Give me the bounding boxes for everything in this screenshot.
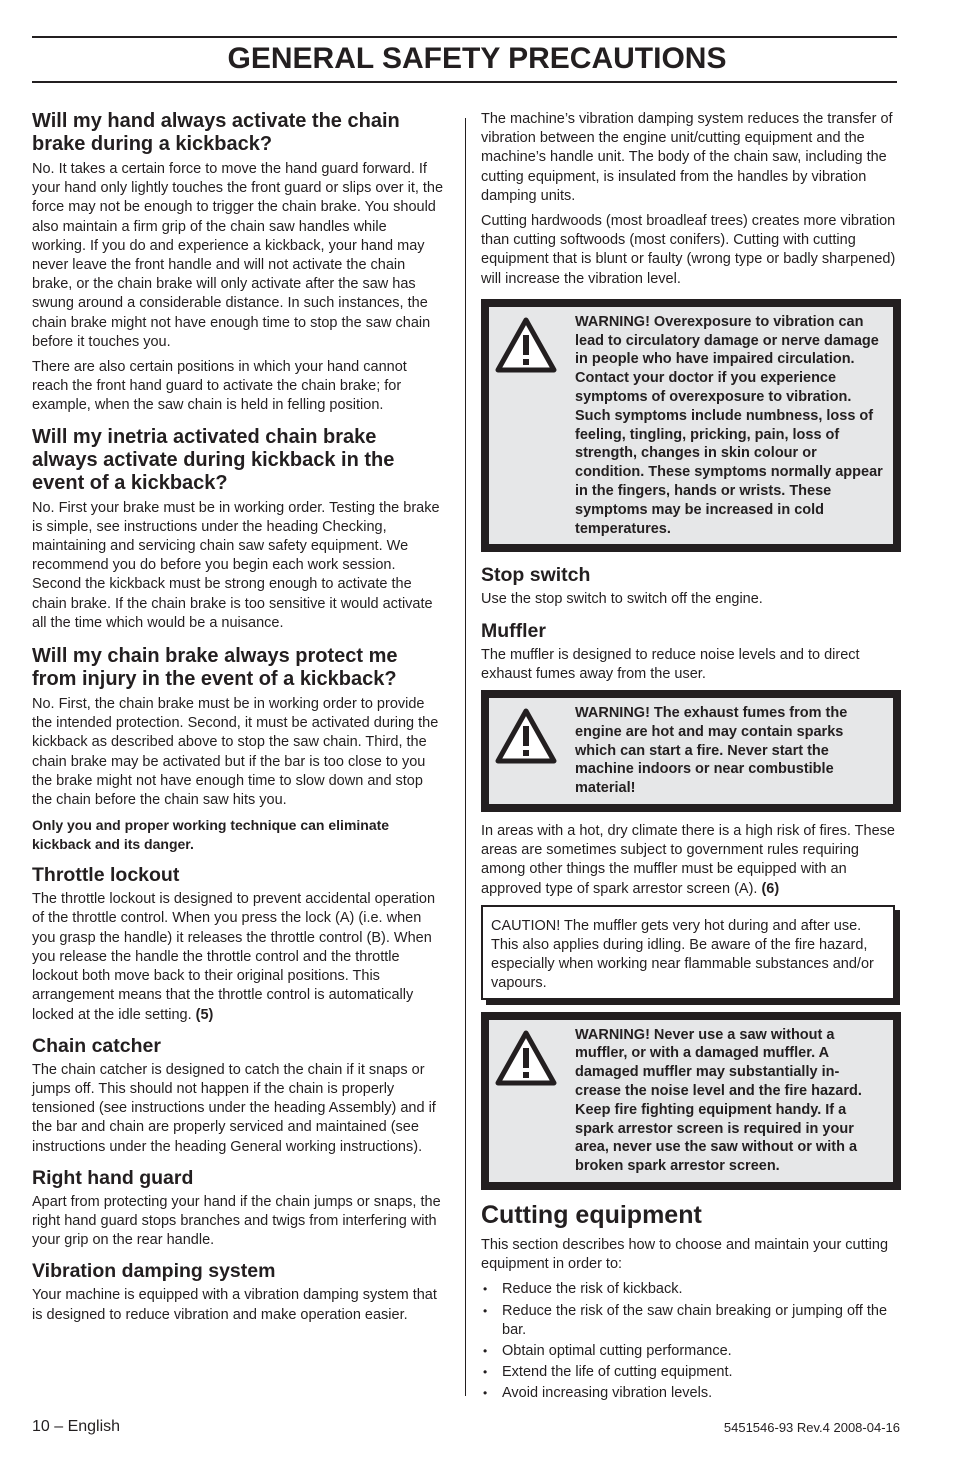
q1-heading: Will my hand always activate the chain brake during a kickback? <box>32 110 400 155</box>
warning-text-exhaust: WARNING! The exhaust fumes from the engine are hot and may contain sparks which can start a fire. Never start the machine indoors or near combustible material! <box>575 705 848 797</box>
throttle-lockout-paragraph <box>32 890 444 1024</box>
list-item: • Obtain optimal cutting performance. <box>481 1342 901 1361</box>
muffler-paragraph: The muffler is designed to reduce noise levels and to direct exhaust fumes away from the user. <box>481 646 860 682</box>
top-rule <box>32 36 897 38</box>
right-hand-guard-heading: Right hand guard <box>32 1166 194 1189</box>
q3-bold-note: Only you and proper working technique can eliminate kickback and its danger. <box>32 817 390 853</box>
stop-switch-paragraph: Use the stop switch to switch off the engine. <box>481 591 763 608</box>
cutting-goals-list <box>481 1280 901 1403</box>
column-divider <box>465 118 466 1396</box>
list-item: • Avoid increasing vibration levels. <box>481 1384 901 1403</box>
throttle-lockout-text: The throttle lockout is designed to prevent accidental operation of the throttle control. When you press the lock (A) (i.e. when you grasp the handle) it releases the throttle control (B). When you release the handle the throttle control and the throttle lockout both move back to their original positions. This arrangement means that the throttle control is automatically locked at the idle setting. <box>32 891 436 1023</box>
q1-paragraph-2: There are also certain positions in which your hand cannot reach the front hand guard to activate the chain brake; for example, when the saw chain is held in felling position. <box>32 359 407 414</box>
cutting-equipment-paragraph: This section describes how to choose and maintain your cutting equipment in order to: <box>481 1236 889 1273</box>
fire-risk-paragraph <box>481 822 901 899</box>
throttle-lockout-heading: Throttle lockout <box>32 864 180 887</box>
list-item: • Extend the life of cutting equipment. <box>481 1363 901 1382</box>
right-hand-guard-paragraph: Apart from protecting your hand if the chain jumps or snaps, the right hand guard stops branches and twigs from interfering with your grip on the rear handle. <box>32 1193 441 1249</box>
q2-paragraph: No. First your brake must be in working order. Testing the brake is simple, see instructions under the heading Checking, maintaining and servicing chain saw safety equipment. We recommend you do before you begin each work session. Second the kickback must be strong enough to activate the chain brake. If the chain brake is too sensitive it would activate all the time which would be a nuisance. <box>32 499 440 631</box>
stop-switch-heading: Stop switch <box>481 564 591 587</box>
chain-catcher-heading: Chain catcher <box>32 1034 161 1057</box>
q3-paragraph: No. First, the chain brake must be in working order to provide the intended protection. Second, it must be activated during the kickback as described above to stop the saw chain. Third, the chain brake may be activated but if the bar is too close to you the brake might not have enough time to slow down and stop the chain before the chain saw hits you. <box>32 696 439 809</box>
chain-catcher-paragraph: The chain catcher is designed to catch the chain if it snaps or jumps off. This should not happen if the chain is properly tensioned (see instructions under the heading Assembly) and if the bar and chain are properly serviced and maintained (see instructions under the heading General working instructions). <box>32 1061 436 1155</box>
list-item: • Reduce the risk of the saw chain breaking or jumping off the bar. <box>481 1302 901 1340</box>
cutting-equipment-heading: Cutting equipment <box>481 1200 702 1229</box>
warning-box-muffler <box>481 1012 901 1190</box>
page-title: GENERAL SAFETY PRECAUTIONS <box>227 42 727 75</box>
right-column <box>481 110 901 1406</box>
caution-box-muffler: CAUTION! The muffler gets very hot during and after use. This also applies during idling. Be aware of the fire hazard, especially when working near flammable substances and/or vapours. <box>481 905 895 1000</box>
vibration-damping-paragraph: Your machine is equipped with a vibration damping system that is designed to reduce vibration and make operation easier. <box>32 1287 437 1323</box>
figure-ref-6: (6) <box>761 880 780 897</box>
document-revision: 5451546-93 Rev.4 2008-04-16 <box>723 1420 900 1435</box>
muffler-heading: Muffler <box>481 619 546 642</box>
q1-paragraph-1: No. It takes a certain force to move the hand guard forward. If your hand only lightly touches the front guard or slips over it, the force may not be enough to trigger the chain brake. You should also maintain a firm grip of the chain saw handles while working. If you do and experience a kickback, your hand may never leave the front handle and will not activate the chain brake, or the chain brake will only activate after the saw has swung around a considerable distance. In such instances, the chain brake might not have enough time to stop the saw chain before it touches you. <box>32 161 444 350</box>
warning-text-muffler: WARNING! Never use a saw without a muffler, or with a damaged muffler. A damaged muffler may substantially in- crease the noise level and the fire hazard. Keep fire fighting equipment handy. If a spark arrestor screen is required in your area, never use the saw without or with a broken spark arrestor screen. <box>575 1026 862 1175</box>
vibration-paragraph-3: Cutting hardwoods (most broadleaf trees) creates more vibration than cutting softwoods (most conifers). Cutting with cutting equipment that is blunt or faulty (wrong type or badly sharpened) will increase the vibration level. <box>481 213 896 287</box>
page-number: 10 – English <box>32 1418 121 1435</box>
left-column <box>32 110 444 1331</box>
vibration-paragraph-2: The machine’s vibration damping system reduces the transfer of vibration between the engine unit/cutting equipment and the machine’s handle unit. The body of the chain saw, including the cutting equipment, is insulated from the handles by vibration damping units. <box>481 111 893 204</box>
warning-triangle-icon <box>495 313 575 539</box>
list-item: • Reduce the risk of kickback. <box>481 1280 901 1299</box>
vibration-damping-heading: Vibration damping system <box>32 1260 276 1283</box>
q3-heading: Will my chain brake always protect me from injury in the event of a kickback? <box>32 645 398 691</box>
warning-box-exhaust <box>481 690 901 812</box>
warning-text-vibration: WARNING! Overexposure to vibration can lead to circulatory damage or nerve damage in people who have impaired circulation. Contact your doctor if you experience symptoms of overexposure to vibration. Such symptoms include numbness, loss of feeling, tingling, pricking, pain, loss of strength, changes in skin colour or condition. These symptoms normally appear in the fingers, hands or wrists. These symptoms may be increased in cold temperatures. <box>575 313 883 537</box>
title-rule <box>32 81 897 83</box>
warning-triangle-icon <box>495 1026 575 1176</box>
warning-triangle-icon <box>495 704 575 798</box>
warning-box-vibration <box>481 299 901 553</box>
figure-ref-5: (5) <box>195 1006 214 1023</box>
fire-risk-text: In areas with a hot, dry climate there is a high risk of fires. These areas are sometimes subject to government rules requiring among other things the muffler must be equipped with an approved type of spark arrestor screen (A). <box>481 822 895 897</box>
q2-heading: Will my inetria activated chain brake always activate during kickback in the event of a kickback? <box>32 425 395 494</box>
